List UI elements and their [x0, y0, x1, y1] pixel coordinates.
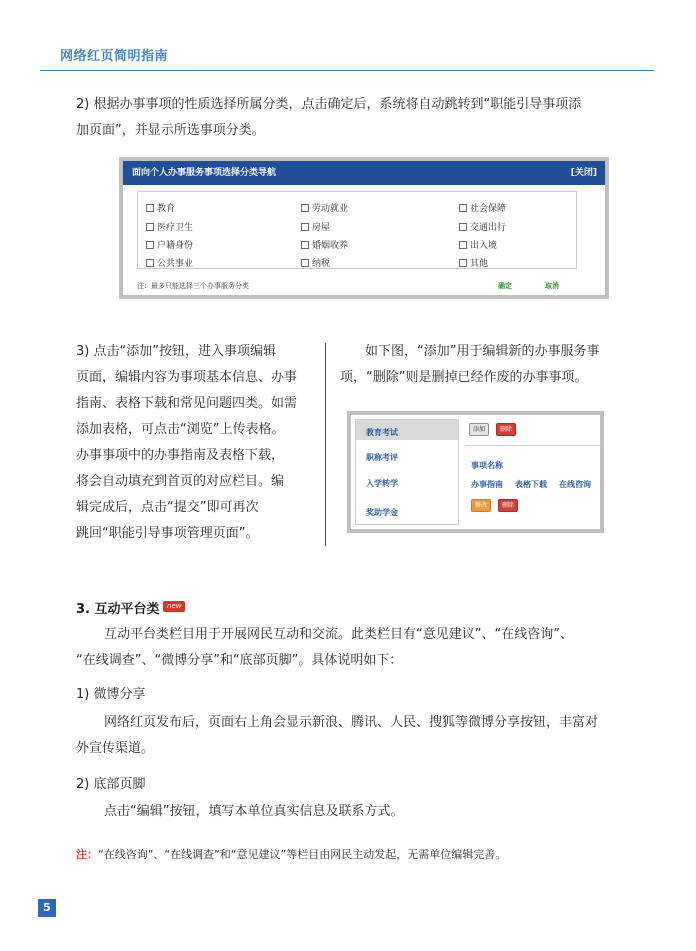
category-label: 交通出行 — [470, 223, 507, 233]
dialog-close-button[interactable]: [关闭] — [570, 168, 597, 178]
category-list-item[interactable]: 奖助学金 — [366, 508, 398, 517]
category-item[interactable] — [146, 220, 193, 233]
checkbox[interactable] — [459, 241, 467, 249]
checkbox[interactable] — [301, 241, 309, 249]
category-label: 婚姻收养 — [312, 241, 349, 251]
category-list-item[interactable]: 职称考评 — [366, 453, 398, 462]
step3-line: 辑完成后，点击“提交”即可再次 — [76, 500, 259, 515]
step3-line: 办事事项中的办事指南及表格下载， — [76, 448, 285, 463]
dialog-title: 面向个人办事服务事项选择分类导航 — [132, 168, 277, 178]
right-text-line1: 如下图，“添加”用于编辑新的办事服务事 — [365, 344, 600, 359]
category-item[interactable] — [459, 201, 506, 214]
category-item[interactable] — [459, 220, 506, 233]
checkbox[interactable] — [301, 204, 309, 212]
checkbox[interactable] — [146, 259, 154, 267]
page-number: 5 — [38, 899, 56, 917]
form-download-link[interactable]: 表格下载 — [515, 480, 547, 489]
category-item[interactable] — [301, 238, 348, 251]
new-badge: new — [163, 601, 185, 612]
category-item[interactable] — [459, 238, 497, 251]
panel-divider — [465, 445, 601, 446]
step3-line: 添加表格，可点击“浏览”上传表格。 — [76, 422, 285, 437]
header-rule — [40, 70, 654, 71]
category-label: 纳税 — [312, 259, 331, 269]
category-grid — [137, 191, 577, 269]
step3-line: 指南、表格下载和常见问题四类。如需 — [76, 396, 298, 411]
checkbox[interactable] — [146, 241, 154, 249]
step3-line: 3) 点击“添加”按钮，进入事项编辑 — [76, 344, 276, 359]
header-title: 网络红页简明指南 — [60, 49, 169, 64]
checkbox[interactable] — [459, 204, 467, 212]
category-dialog — [119, 157, 609, 299]
section-para-line1: 互动平台类栏目用于开展网民互动和交流。此类栏目有“意见建议”、“在线咨询”、 — [104, 627, 573, 642]
column-divider — [325, 343, 326, 546]
section-title: 3. 互动平台类 — [76, 602, 160, 617]
checkbox[interactable] — [301, 259, 309, 267]
item-name-label: 事项名称 — [471, 461, 503, 470]
category-list — [355, 419, 459, 525]
category-item[interactable] — [146, 256, 193, 269]
delete-button[interactable]: 删除 — [496, 423, 516, 436]
delete-button[interactable]: 删除 — [498, 499, 518, 512]
dialog-note: 注：最多只能选择三个办事服务分类 — [137, 282, 249, 290]
sub1-title: 1) 微博分享 — [76, 687, 146, 702]
sub1-line1: 网络红页发布后，页面右上角会显示新浪、腾讯、人民、搜狐等微博分享按钮，丰富对 — [104, 715, 599, 730]
category-label: 户籍身份 — [157, 241, 194, 251]
category-label: 劳动就业 — [312, 204, 349, 214]
category-label: 医疗卫生 — [157, 223, 194, 233]
checkbox[interactable] — [459, 259, 467, 267]
category-item[interactable] — [301, 201, 348, 214]
category-item[interactable] — [301, 256, 330, 269]
sub1-line2: 外宣传渠道。 — [76, 741, 155, 756]
sub2-title: 2) 底部页脚 — [76, 777, 146, 792]
right-text-line2: 项，“删除”则是删掉已经作废的办事事项。 — [340, 370, 588, 385]
note-text: “在线咨询”、“在线调查”和“意见建议”等栏目由网民主动发起，无需单位编辑完善。 — [98, 848, 507, 861]
category-label: 社会保障 — [470, 204, 507, 214]
online-consult-link[interactable]: 在线咨询 — [559, 480, 591, 489]
category-list-item[interactable]: 入学转学 — [366, 479, 398, 488]
step3-line: 将会自动填充到首页的对应栏目。编 — [76, 474, 285, 489]
category-item[interactable] — [459, 256, 488, 269]
sub2-line1: 点击“编辑”按钮，填写本单位真实信息及联系方式。 — [104, 804, 404, 819]
category-item[interactable] — [301, 220, 330, 233]
note-label: 注： — [76, 848, 98, 861]
category-item[interactable] — [146, 238, 193, 251]
edit-button[interactable]: 修改 — [471, 499, 491, 512]
guide-link[interactable]: 办事指南 — [471, 480, 503, 489]
dialog-title-bar — [123, 161, 605, 185]
category-label: 其他 — [470, 259, 489, 269]
cancel-button[interactable]: 取消 — [545, 282, 559, 290]
checkbox[interactable] — [459, 223, 467, 231]
category-label: 公共事业 — [157, 259, 194, 269]
checkbox[interactable] — [146, 223, 154, 231]
step3-line: 页面，编辑内容为事项基本信息、办事 — [76, 370, 298, 385]
checkbox[interactable] — [146, 204, 154, 212]
category-label: 出入境 — [470, 241, 498, 251]
section-para-line2: “在线调查”、“微博分享”和“底部页脚”。具体说明如下： — [76, 653, 403, 668]
add-button[interactable]: 添加 — [469, 423, 489, 436]
footnote — [76, 848, 506, 862]
category-list-item[interactable]: 教育考试 — [366, 428, 398, 437]
checkbox[interactable] — [301, 223, 309, 231]
step3-line: 跳回“职能引导事项管理页面”。 — [76, 526, 259, 541]
step2-line1: 2) 根据办事事项的性质选择所属分类，点击确定后，系统将自动跳转到“职能引导事项添 — [76, 97, 582, 112]
category-label: 房屋 — [312, 223, 331, 233]
confirm-button[interactable]: 确定 — [498, 282, 512, 290]
category-item[interactable] — [146, 201, 175, 214]
category-label: 教育 — [157, 204, 176, 214]
item-panel — [347, 411, 604, 533]
step2-line2: 加页面”，并显示所选事项分类。 — [76, 123, 265, 138]
